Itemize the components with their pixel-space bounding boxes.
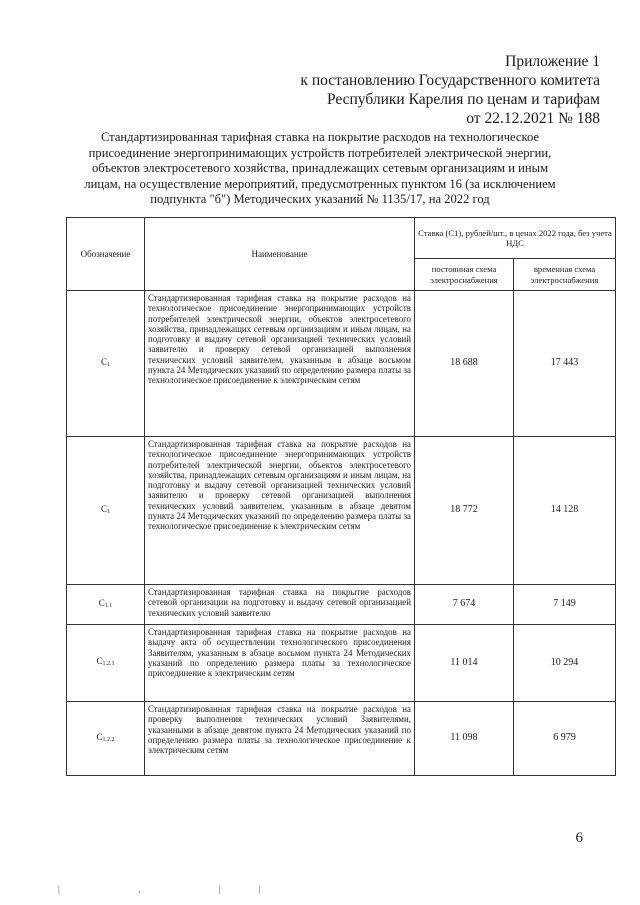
row-temporary-rate: 6 979 (514, 702, 616, 776)
row-temporary-rate: 7 149 (514, 585, 616, 625)
header-name: Наименование (145, 218, 415, 291)
title-line-5: подпункта "б") Методических указаний № 1135/17, на 2022 год (150, 192, 490, 207)
row-temporary-rate: 14 128 (514, 437, 616, 585)
row-description: Стандартизированная тарифная ставка на покрытие расходов сетевой организации на подготовку и выдачу сетевой организацией технических условий заявителю (145, 585, 415, 625)
title-line-1: Стандартизированная тарифная ставка на покрытие расходов на технологическое (100, 130, 540, 144)
document-title (80, 130, 560, 208)
table-row (67, 585, 616, 625)
annex-header (240, 52, 600, 128)
table-row (67, 291, 616, 437)
row-description: Стандартизированная тарифная ставка на покрытие расходов на выдачу акта об осуществлении технологического присоединения Заявителям, указанным в абзаце восьмом пункта 24 Методических указаний по определению размера платы за технологическое присоединение к электрическим сетям (145, 625, 415, 702)
row-permanent-rate: 11 014 (415, 625, 514, 702)
row-permanent-rate: 18 772 (415, 437, 514, 585)
scan-marks: | , || (58, 884, 299, 894)
row-code: C1 (67, 437, 145, 585)
annex-line-4: от 22.12.2021 № 188 (466, 110, 600, 127)
row-permanent-rate: 11 098 (415, 702, 514, 776)
row-permanent-rate: 18 688 (415, 291, 514, 437)
header-rate: Ставка (С1), рублей/шт., в ценах 2022 года, без учета НДС (415, 218, 616, 259)
rates-table (66, 217, 616, 776)
row-code: C1 (67, 291, 145, 437)
header-permanent: постоянная схема электроснабжения (415, 259, 514, 291)
page-number: 6 (575, 830, 583, 846)
row-temporary-rate: 10 294 (514, 625, 616, 702)
annex-line-1: Приложение 1 (505, 53, 600, 70)
row-description: Стандартизированная тарифная ставка на покрытие расходов на проверку выполнения технических условий Заявителями, указанными в абзаце девятом пункта 24 Методических указаний по определению размера платы за технологическое присоединение к электрическим сетям (145, 702, 415, 776)
title-line-3: объектов электросетевого хозяйства, принадлежащих сетевым организациям и иным (91, 161, 549, 176)
row-description: Стандартизированная тарифная ставка на покрытие расходов на технологическое присоединение энергопринимающих устройств потребителей электрической энергии, объектов электросетевого хозяйства, принадлежащих сетевым организациям и иным лицам, на подготовку и выдачу сетевой организацией технических условий заявителю и проверку сетевой организацией выполнения технических условий заявителем, указанным в абзаце девятом пункта 24 Методических указаний по определению размера платы за технологическое присоединение к электрическим сетям (145, 437, 415, 585)
header-code: Обозначение (67, 218, 145, 291)
row-code: C1.2.1 (67, 625, 145, 702)
title-line-2: присоединение энергопринимающих устройств потребителей электрической энергии, (88, 145, 552, 160)
table-row (67, 437, 616, 585)
table-row (67, 625, 616, 702)
row-code: C1.2.2 (67, 702, 145, 776)
header-temporary: временная схема электроснабжения (514, 259, 616, 291)
row-code: C1.1 (67, 585, 145, 625)
title-line-4: лицам, на осуществление мероприятий, предусмотренных пунктом 16 (за исключением (84, 176, 556, 191)
annex-line-3: Республики Карелия по ценам и тарифам (326, 91, 600, 108)
table-row (67, 702, 616, 776)
row-description: Стандартизированная тарифная ставка на покрытие расходов на технологическое присоединение энергопринимающих устройств потребителей электрической энергии, объектов электросетевого хозяйства, принадлежащих сетевым организациям и иным лицам, на подготовку и выдачу сетевой организацией технических условий заявителю и проверку сетевой организацией выполнения технических условий заявителем, указанным в абзаце восьмом пункта 24 Методических указаний по определению размера платы за технологическое присоединение к электрическим сетям (145, 291, 415, 437)
row-permanent-rate: 7 674 (415, 585, 514, 625)
row-temporary-rate: 17 443 (514, 291, 616, 437)
annex-line-2: к постановлению Государственного комитета (300, 72, 600, 89)
